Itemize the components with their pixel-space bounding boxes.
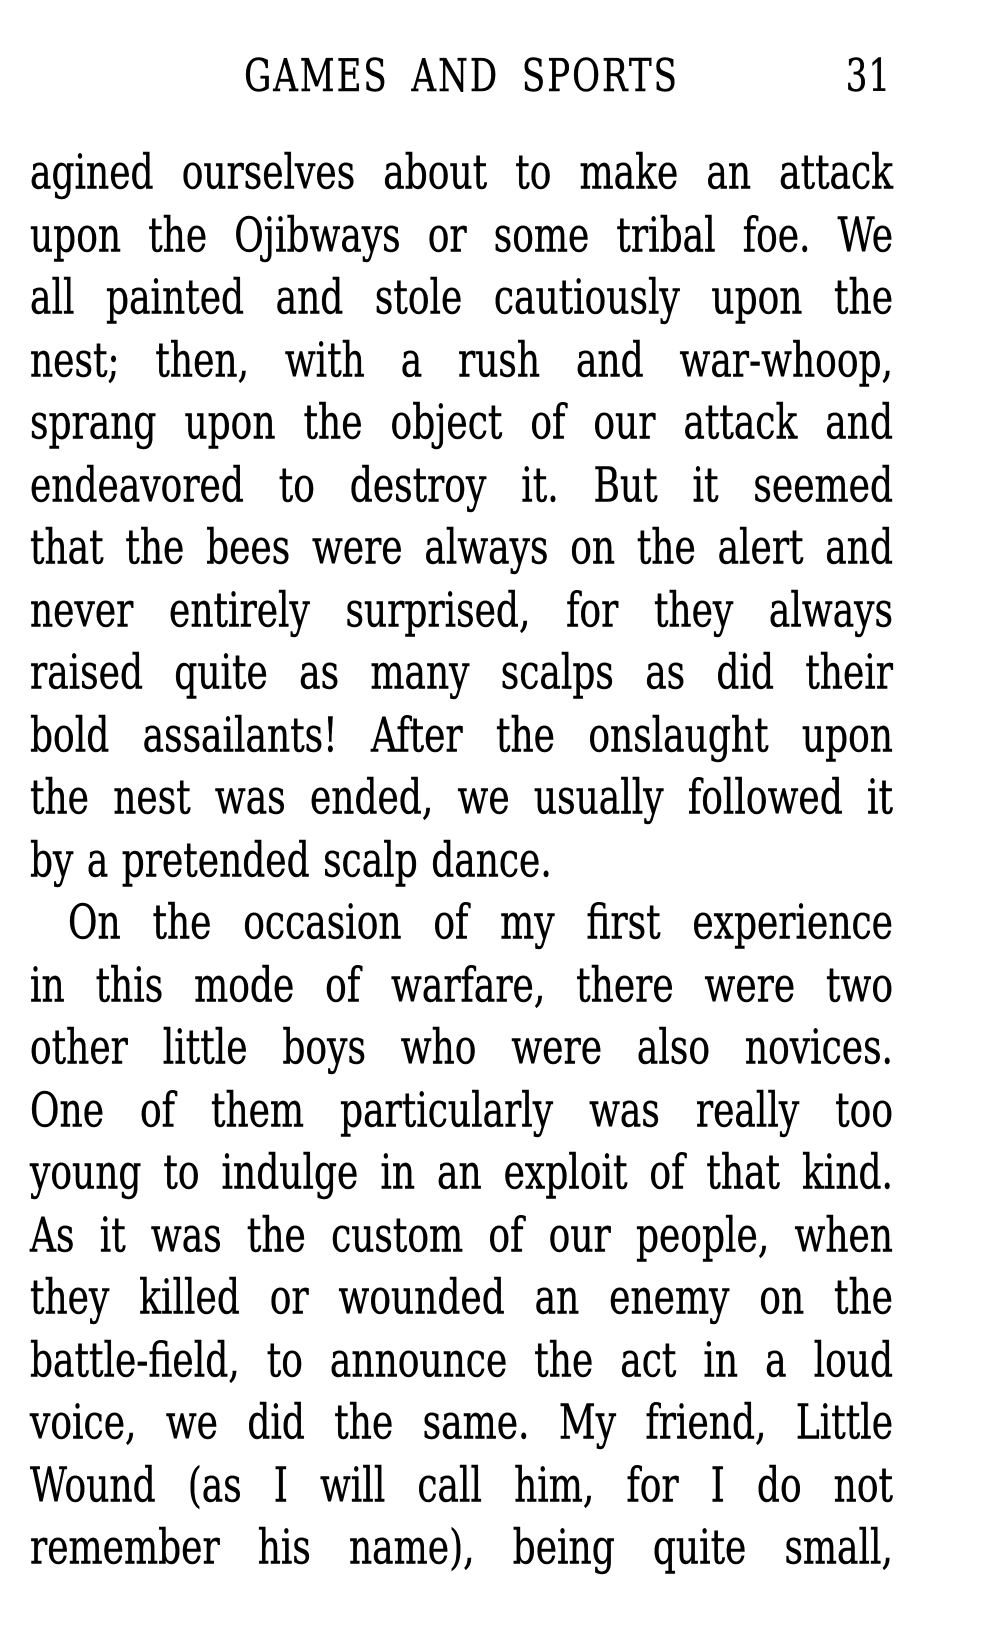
text-line: the nest was ended, we usually followed it [30, 770, 893, 826]
text-line: On the occasion of my first experience [68, 895, 893, 951]
text-line: As it was the custom of our people, when [30, 1208, 893, 1264]
text-line: young to indulge in an exploit of that kind. [30, 1145, 893, 1201]
text-line: sprang upon the object of our attack and [30, 395, 893, 451]
text-line: never entirely surprised, for they always [30, 583, 893, 639]
text-line: bold assailants! After the onslaught upon [30, 708, 893, 764]
running-header-inner [30, 50, 893, 103]
text-line: upon the Ojibways or some tribal foe. We [30, 208, 893, 264]
text-line: Wound (as I will call him, for I do not [30, 1458, 893, 1514]
text-line: agined ourselves about to make an attack [30, 145, 893, 201]
running-header [30, 50, 893, 104]
text-line: all painted and stole cautiously upon the [30, 270, 893, 326]
text-line: One of them particularly was really too [30, 1083, 893, 1139]
page-title: GAMES AND SPORTS [244, 50, 679, 104]
text-line: that the bees were always on the alert and [30, 520, 893, 576]
text-line: endeavored to destroy it. But it seemed [30, 458, 893, 514]
text-line: in this mode of warfare, there were two [30, 958, 893, 1014]
page-number: 31 [845, 50, 891, 104]
body-text [30, 142, 893, 1580]
text-line: raised quite as many scalps as did their [30, 645, 893, 701]
text-line: nest; then, with a rush and war-whoop, [30, 333, 893, 389]
text-line: voice, we did the same. My friend, Little [30, 1395, 893, 1451]
text-line: battle-field, to announce the act in a loud [30, 1333, 893, 1389]
text-line: by a pretended scalp dance. [30, 833, 552, 889]
text-line: they killed or wounded an enemy on the [30, 1270, 893, 1326]
text-line: remember his name), being quite small, [30, 1520, 893, 1576]
text-line: other little boys who were also novices. [30, 1020, 893, 1076]
